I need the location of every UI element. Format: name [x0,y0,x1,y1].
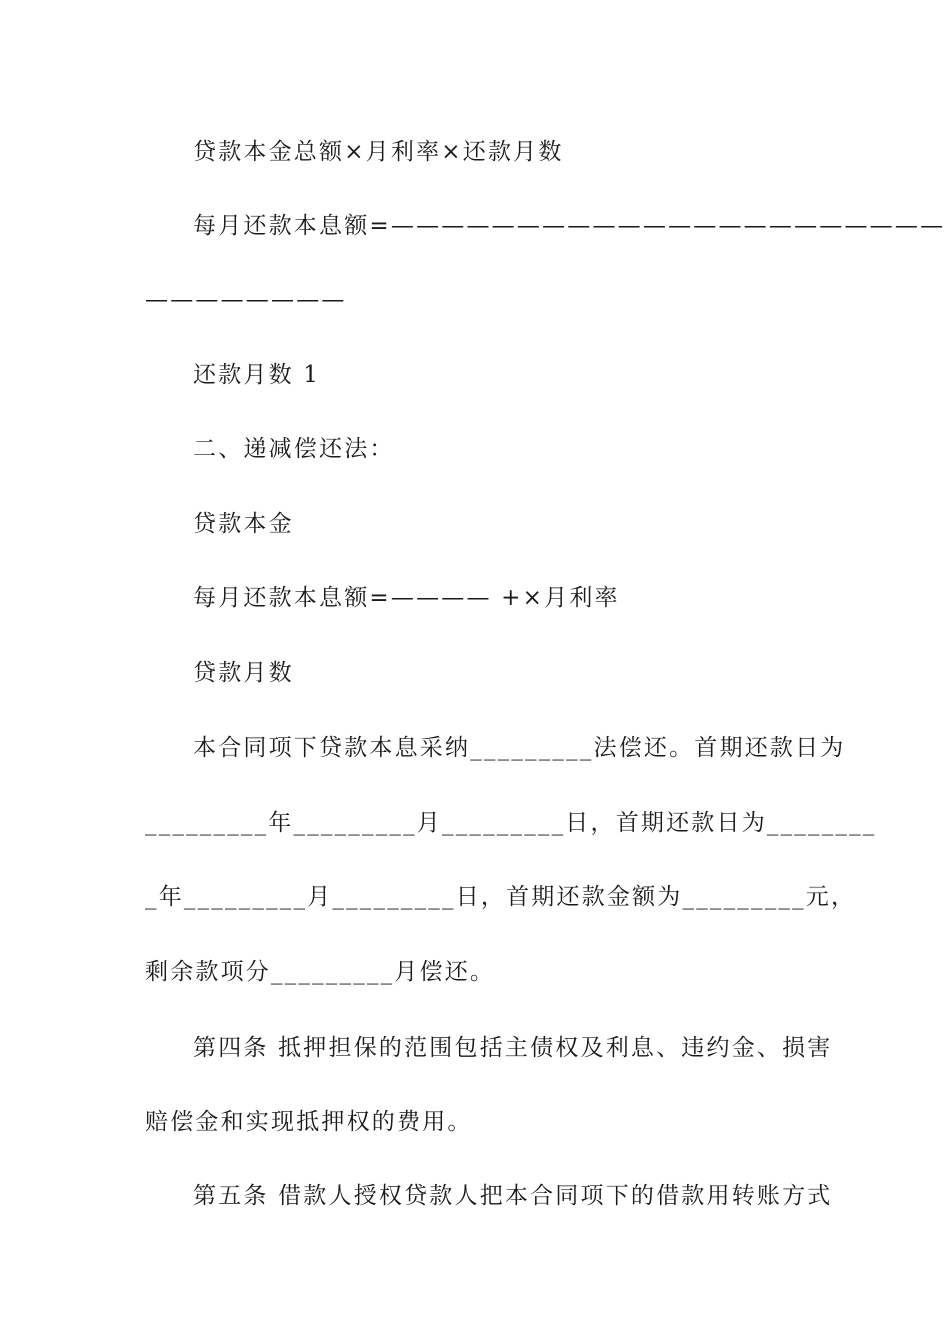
article-four-line: 第四条 抵押担保的范围包括主债权及利息、违约金、损害 [193,1035,833,1061]
section-heading: 二、递减偿还法： [193,436,395,462]
formula-numerator-line: 贷款本金 [193,511,294,537]
monthly-payment-formula-line: 每月还款本息额=———— +×月利率 [193,585,620,611]
article-five-line: 第五条 借款人授权贷款人把本合同项下的借款用转账方式 [193,1183,833,1209]
formula-denominator-line: 贷款月数 [193,660,294,686]
article-four-line: 赔偿金和实现抵押权的费用。 [145,1109,473,1135]
paragraph-line: 本合同项下贷款本息采纳_________法偿还。首期还款日为 [193,735,846,761]
monthly-payment-formula-line: 每月还款本息额=—————————————————————— [193,213,946,239]
formula-numerator-line: 贷款本金总额×月利率×还款月数 [193,139,564,165]
formula-denominator-line: 还款月数 1 [193,362,321,388]
fraction-bar-continuation: ———————— [145,287,347,313]
paragraph-line: 剩余款项分_________月偿还。 [145,959,496,985]
paragraph-line: _________年_________月_________日，首期还款日为________ [145,810,877,836]
paragraph-line: _年_________月_________日，首期还款金额为_________元， [145,884,857,910]
